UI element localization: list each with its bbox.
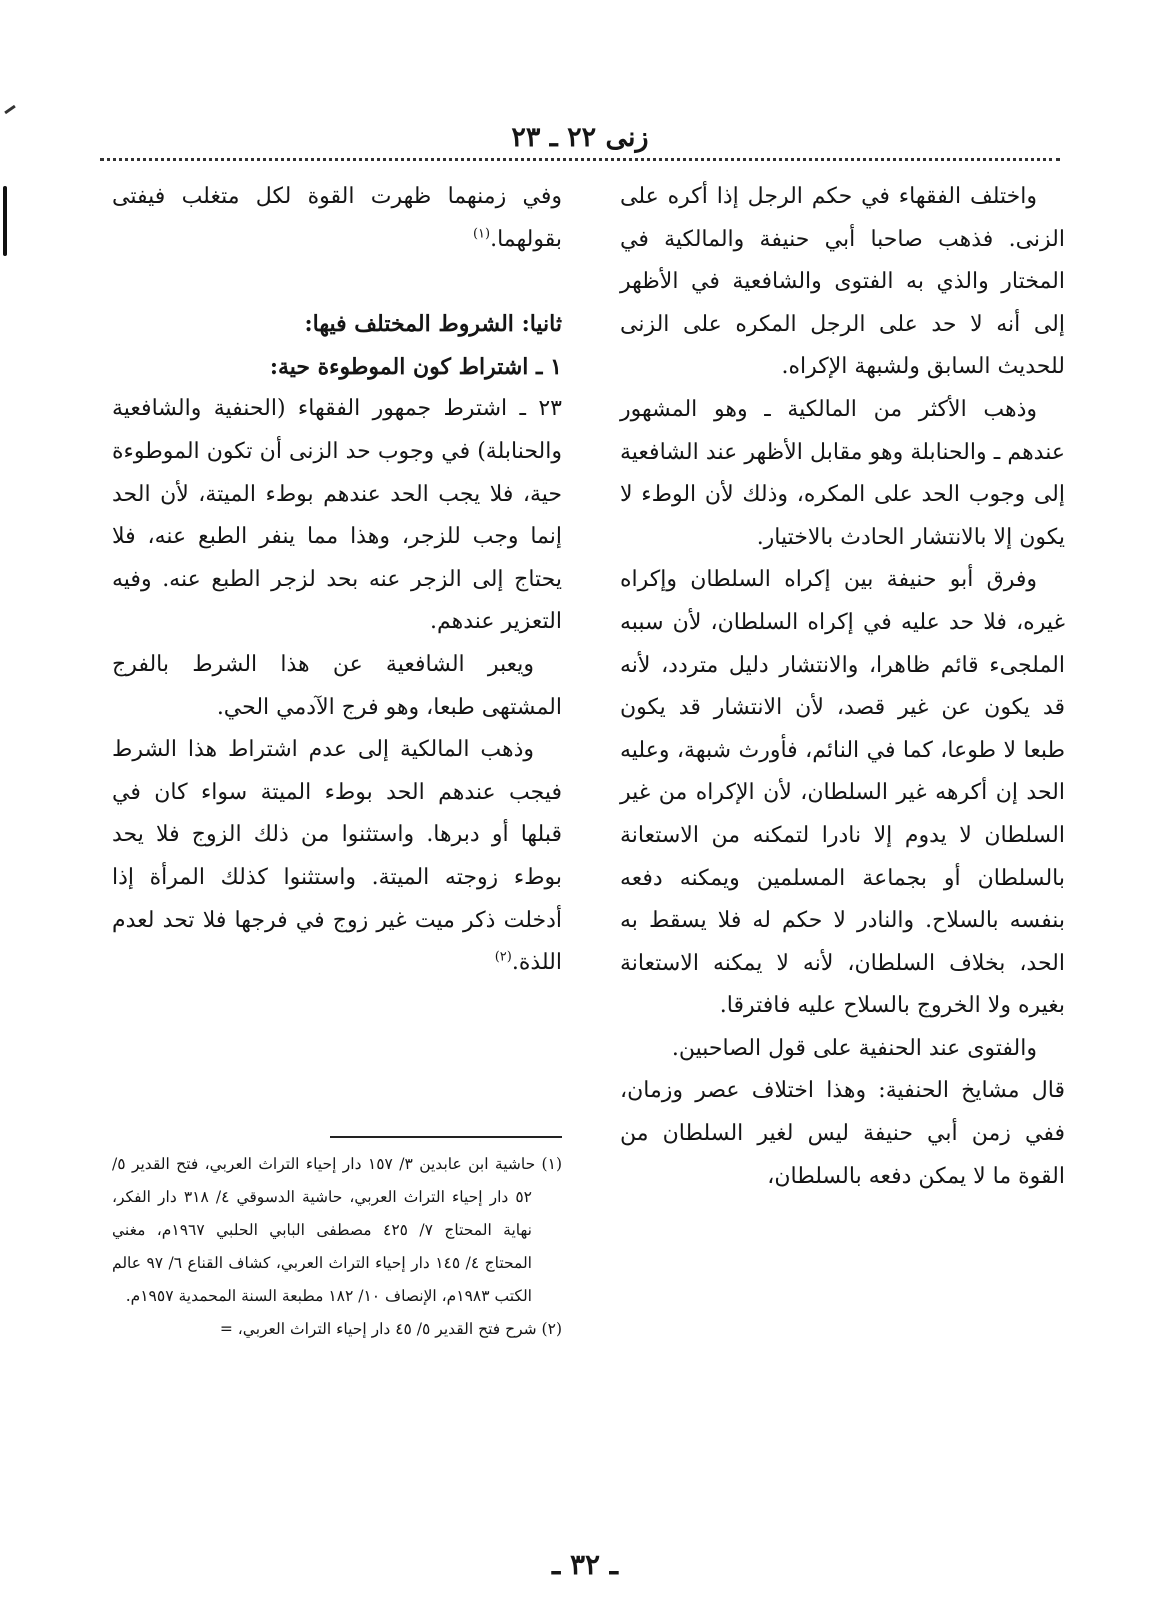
footnote-ref-1: (١) — [472, 226, 491, 242]
footnotes — [112, 1148, 562, 1346]
paragraph-continuation — [112, 176, 562, 261]
paragraph-23: ٢٣ ـ اشترط جمهور الفقهاء (الحنفية والشافعية والحنابلة) في وجوب حد الزنى أن تكون الموطوءة حية، فلا يجب الحد عندهم بوطء الميتة، لأن الحد إنما وجب للزجر، وهذا مما ينفر الطبع عنه، فلا يحتاج إلى الزجر عنه بحد لزجر الطبع عنه. وفيه التعزير عندهم. — [112, 396, 562, 635]
page-number: ـ ٣٢ ـ — [552, 1548, 618, 1581]
section-heading: ثانيا: الشروط المختلف فيها: — [304, 311, 562, 338]
left-column — [112, 176, 562, 985]
running-title: زنى ٢٢ ـ ٢٣ — [511, 122, 649, 153]
header-dotted-rule — [100, 158, 1060, 161]
paragraph-fatwa: والفتوى عند الحنفية على قول الصاحبين. — [671, 1035, 1037, 1061]
spacer — [112, 261, 562, 303]
footnote-2: (٢) شرح فتح القدير ٥/ ٤٥ دار إحياء التراث العربي، = — [219, 1320, 562, 1338]
paragraph-abu-hanifa: وفرق أبو حنيفة بين إكراه السلطان وإكراه غيره، فلا حد عليه في إكراه السلطان، لأن سببه الملجىء قائم ظاهرا، والانتشار دليل متردد، لأنه قد يكون عن غير قصد، لأن الانتشار قد يكون طبعا لا طوعا، كما في النائم، فأورث شبهة، وعليه الحد إن أكرهه غير السلطان، لأن الإكراه من غير السلطان لا يدوم إلا نادرا لتمكنه من الاستعانة بالسلطان أو بجماعة المسلمين ويمكنه دفعه بنفسه بالسلاح. والنادر لا حكم له فلا يسقط به الحد، بخلاف السلطان، لأنه لا يمكنه الاستعانة بغيره ولا الخروج بالسلاح عليه فافترقا. — [620, 567, 1065, 1019]
footnote-ref-2: (٢) — [494, 949, 512, 965]
paragraph-mashayikh: قال مشايخ الحنفية: وهذا اختلاف عصر وزمان، ففي زمن أبي حنيفة ليس لغير السلطان من القوة ما لا يمكن دفعه بالسلطان، — [620, 1078, 1065, 1189]
paragraph-maliki — [112, 729, 562, 985]
maliki-text: وذهب المالكية إلى عدم اشتراط هذا الشرط فيجب عندهم الحد بوطء الميتة سواء كان في قبلها أو دبرها. واستثنوا من ذلك الزوج فلا يحد بوطء زوجته الميتة. واستثنوا كذلك المرأة إذا أدخلت ذكر ميت غير زوج في فرجها فلا تحد لعدم اللذة. — [112, 737, 562, 976]
scan-edge-mark — [4, 105, 16, 114]
paragraph-shafii: ويعبر الشافعية عن هذا الشرط بالفرج المشتهى طبعا، وهو فرج الآدمي الحي. — [112, 651, 562, 720]
continuation-text: وفي زمنهما ظهرت القوة لكل متغلب فيفتى بقولهما. — [112, 184, 562, 252]
footnote-separator — [330, 1136, 562, 1138]
subsection-heading: ١ ـ اشتراط كون الموطوءة حية: — [269, 353, 562, 380]
scan-binding-shadow — [3, 186, 7, 256]
footnote-1: (١) حاشية ابن عابدين ٣/ ١٥٧ دار إحياء التراث العربي، فتح القدير ٥/ ٥٢ دار إحياء التراث العربي، حاشية الدسوقي ٤/ ٣١٨ دار الفكر، نهاية المحتاج ٧/ ٤٢٥ مصطفى البابي الحلبي ١٩٦٧م، مغني المحتاج ٤/ ١٤٥ دار إحياء التراث العربي، كشاف القناع ٦/ ٩٧ عالم الكتب ١٩٨٣م، الإنصاف ١٠/ ١٨٢ مطبعة السنة المحمدية ١٩٥٧م. — [112, 1155, 562, 1305]
right-column — [620, 176, 1065, 1198]
paragraph-coerced-man: واختلف الفقهاء في حكم الرجل إذا أكره على الزنى. فذهب صاحبا أبي حنيفة والمالكية في المختار والذي به الفتوى والشافعية في الأظهر إلى أنه لا حد على الرجل المكره على الزنى للحديث السابق ولشبهة الإكراه. — [620, 184, 1065, 380]
paragraph-majority-view: وذهب الأكثر من المالكية ـ وهو المشهور عندهم ـ والحنابلة وهو مقابل الأظهر عند الشافعية إلى وجوب الحد على المكره، وذلك لأن الوطء لا يكون إلا بالانتشار الحادث بالاختيار. — [620, 396, 1065, 550]
